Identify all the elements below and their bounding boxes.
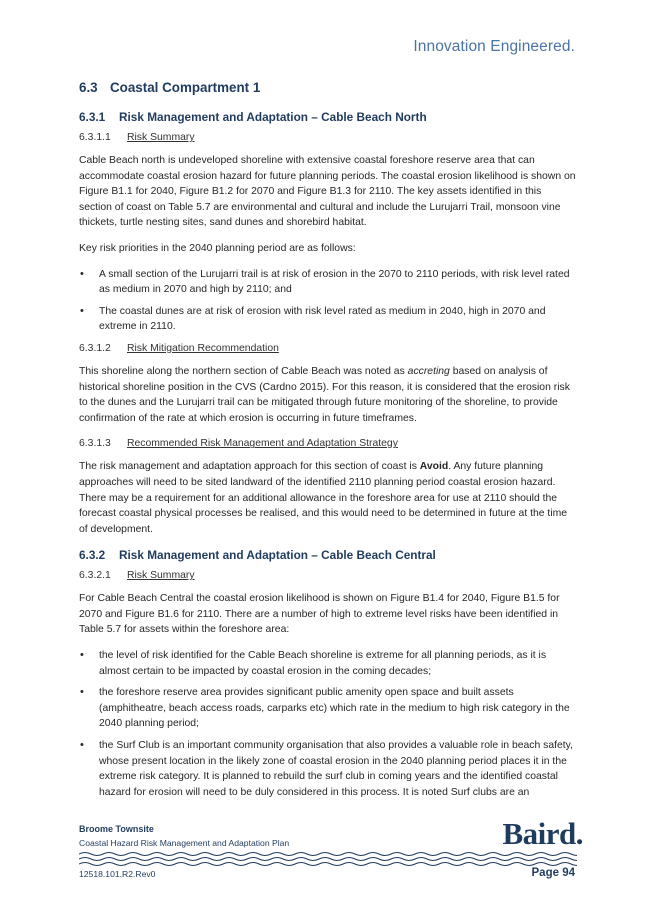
subsection-heading-north	[79, 109, 577, 126]
footer-organisation: Broome Townsite	[79, 824, 154, 834]
subheading-number: 6.3.1.3	[79, 438, 111, 450]
subheading-number: 6.3.1.2	[79, 342, 111, 354]
list-item: • the level of risk identified for the Cable Beach shoreline is extreme for all planning periods, as it is almost certain to be impacted by coastal erosion in the coming decades;	[79, 648, 577, 679]
paragraph	[79, 364, 577, 426]
subsection-title: Risk Management and Adaptation – Cable Beach Central	[119, 548, 436, 563]
list-item: • The coastal dunes are at risk of erosion with risk level rated as medium in 2040, high in 2070 and extreme in 2110.	[79, 304, 577, 335]
emphasis-text: accreting	[407, 365, 450, 377]
subheading-north-mitigation	[79, 341, 577, 356]
list-item: • A small section of the Lurujarri trail is at risk of erosion in the 2070 to 2110 periods, with risk level rated as medium in 2070 and high by 2110; and	[79, 267, 577, 298]
subsection-title: Risk Management and Adaptation – Cable Beach North	[119, 110, 427, 124]
subheading-title: Risk Mitigation Recommendation	[127, 342, 279, 354]
section-heading	[79, 79, 577, 97]
paragraph-text: This shoreline along the northern section of Cable Beach was noted as	[79, 365, 408, 377]
subsection-number: 6.3.1	[79, 110, 106, 124]
subsection-heading-central	[79, 547, 577, 564]
subheading-title: Recommended Risk Management and Adaptation Strategy	[127, 438, 398, 450]
section-title: Coastal Compartment 1	[110, 80, 261, 95]
subheading-title: Risk Summary	[127, 570, 195, 582]
paragraph: Cable Beach north is undeveloped shoreline with extensive coastal foreshore reserve area that can accommodate coastal erosion hazard for future planning periods. The coastal erosion likelihood is shown on Figure B1.1 for 2040, Figure B1.2 for 2070 and Figure B1.3 for 2110. The key assets identified in this section of coast on Table 5.7 are environmental and cultural and include the Lurujarri Trail, monsoon vine thickets, turtle nesting sites, sand dunes and shorebird habitat.	[79, 155, 576, 229]
subheading-north-strategy	[79, 436, 577, 451]
subsection-number: 6.3.2	[79, 548, 106, 563]
document-body	[79, 79, 577, 806]
subheading-central-risk-summary	[79, 568, 577, 583]
wave-line	[79, 853, 577, 856]
list-item: • the foreshore reserve area provides significant public amenity open space and built assets (amphitheatre, beach access roads, carparks etc) which rate in the medium to high risk category in the 2040 planning period;	[79, 685, 577, 732]
footer-wave-divider	[79, 851, 577, 867]
page-number: Page 94	[531, 867, 575, 879]
bullet-list	[79, 267, 577, 335]
section-number: 6.3	[79, 80, 98, 95]
list-item: • the Surf Club is an important community organisation that also provides a valuable role in beach safety, whose present location in the likely zone of coastal erosion in the 2040 planning period places it in the extreme risk category. It is planned to rebuild the surf club in coming years and the identified coastal hazard for erosion will need to be duly considered in this process. It is noted Surf clubs are an	[79, 738, 577, 800]
wave-line	[79, 863, 577, 866]
footer-plan-title: Coastal Hazard Risk Management and Adaptation Plan	[79, 838, 290, 848]
paragraph-text: . Any future planning approaches will need to be sited landward of the identified 2110 planning period coastal erosion hazard. There may be a requirement for an additional allowance in the foreshore area for use at 2110 should the forecast coastal physical processes be realised, and this would need to be determined in future at the time of development.	[79, 461, 568, 535]
paragraph: Key risk priorities in the 2040 planning period are as follows:	[79, 242, 356, 254]
baird-logo: Baird.	[502, 816, 583, 851]
subheading-number: 6.3.2.1	[79, 570, 111, 582]
bullet-list	[79, 648, 577, 800]
wave-line	[79, 858, 577, 861]
paragraph-text: based on analysis of historical shoreline position in the CVS (Cardno 2015). For this reason, it is considered that the erosion risk to the dunes and the Lurujarri trail can be mitigated through future monitoring of the shoreline, to provide confirmation of the rate at which erosion is occurring in future timeframes.	[79, 365, 570, 424]
document-reference: 12518.101.R2.Rev0	[79, 869, 156, 879]
subheading-number: 6.3.1.1	[79, 132, 111, 143]
paragraph	[79, 459, 577, 537]
strong-text: Avoid	[419, 461, 449, 473]
header-tagline: Innovation Engineered.	[413, 38, 575, 55]
subheading-title: Risk Summary	[127, 132, 195, 143]
paragraph-text: The risk management and adaptation approach for this section of coast is	[79, 461, 420, 473]
paragraph: For Cable Beach Central the coastal erosion likelihood is shown on Figure B1.4 for 2040, Figure B1.5 for 2070 and Figure B1.6 for 2110. There are a number of high to extreme level risks have been identified in Table 5.7 for assets within the foreshore area:	[79, 593, 560, 636]
subheading-north-risk-summary	[79, 130, 577, 145]
